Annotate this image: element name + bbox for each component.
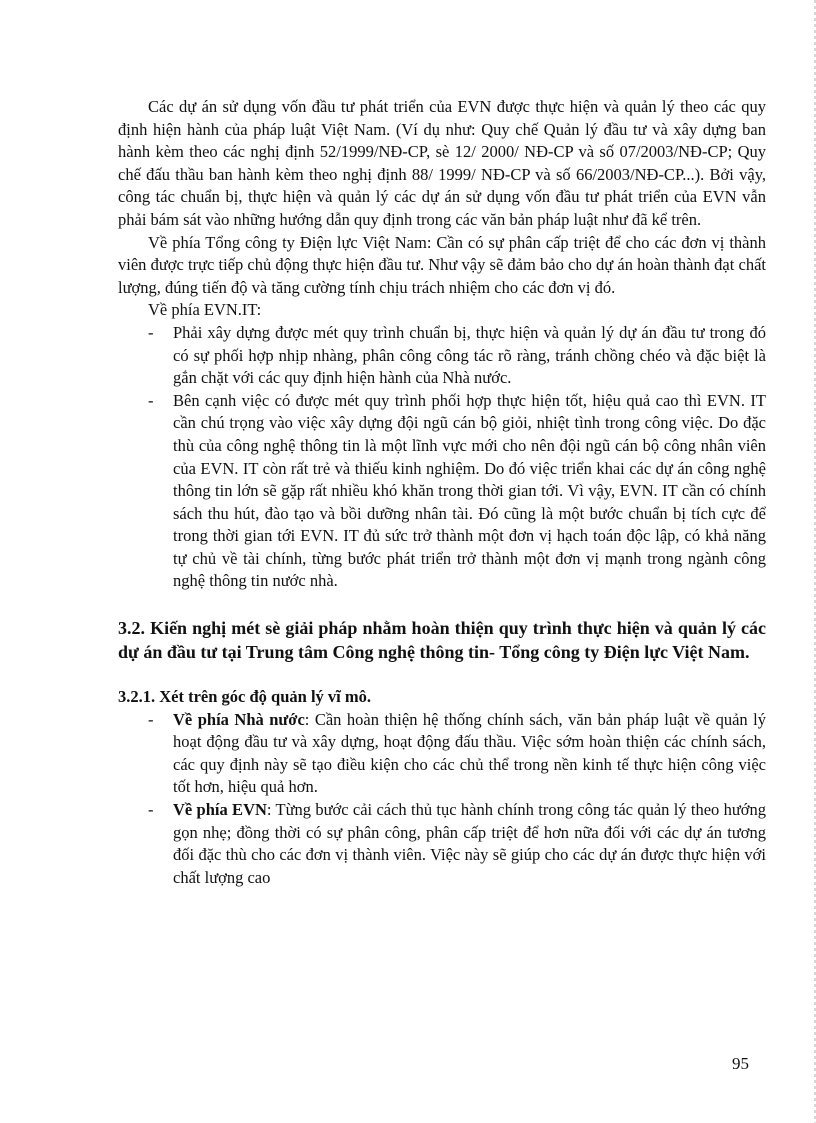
- dash-bullet: -: [148, 322, 154, 342]
- section-heading: 3.2. Kiến nghị mét sè giải pháp nhằm hoàn thiện quy trình thực hiện và quản lý các dự án đầu tư tại Trung tâm Công nghệ thông tin- Tổng công ty Điện lực Việt Nam.: [118, 618, 766, 663]
- page-number: 95: [732, 1054, 749, 1073]
- page-body: [118, 96, 766, 889]
- macro-list: [118, 709, 766, 890]
- list-item-text: : Cần hoàn thiện hệ thống chính sách, văn bản pháp luật về quản lý hoạt động đầu tư và xây dựng, hoạt động đấu thầu. Việc sớm hoàn thiện các chính sách, các quy định này sẽ tạo điều kiện cho các chủ thể trong nền kinh tế thực hiện công việc tốt hơn, hiệu quả hơn.: [173, 709, 766, 797]
- dash-bullet: -: [148, 709, 154, 729]
- list-item: [118, 322, 766, 390]
- list-item-text: Bên cạnh việc có được mét quy trình phối hợp thực hiện tốt, hiệu quả cao thì EVN. IT cần chú trọng vào việc xây dựng đội ngũ cán bộ giỏi, nhiệt tình trong công việc. Do đặc thù của công nghệ thông tin là một lĩnh vực mới cho nên đội ngũ cán bộ công nhân viên của EVN. IT còn rất trẻ và thiếu kinh nghiệm. Do đó việc triển khai các dự án công nghệ thông tin lớn sẽ gặp rất nhiều khó khăn trong thời gian tới. Vì vậy, EVN. IT cần có chính sách thu hút, đào tạo và bồi dưỡng nhân tài. Đó cũng là một bước chuẩn bị tích cực để trong thời gian tới EVN. IT đủ sức trở thành một đơn vị hạch toán độc lập, có khả năng tự chủ về tài chính, từng bước phát triển trở thành một đơn vị mạnh trong ngành công nghệ thông tin nước nhà.: [173, 390, 766, 591]
- list-item: [118, 390, 766, 593]
- paragraph-evnit-label: Về phía EVN.IT:: [148, 300, 262, 320]
- evnit-list: [118, 322, 766, 593]
- list-item: [118, 799, 766, 889]
- paragraph-evn-corp: Về phía Tổng công ty Điện lực Việt Nam: Cần có sự phân cấp triệt để cho các đơn vị thành viên được trực tiếp chủ động thực hiện đầu tư. Như vậy sẽ đảm bảo cho dự án hoàn thành đạt chất lượng, đúng tiến độ và tăng cường tính chịu trách nhiệm cho các đơn vị đó.: [118, 232, 766, 297]
- list-item-lead: Về phía Nhà nước: [173, 709, 305, 729]
- list-item: [118, 709, 766, 799]
- paragraph-evn-capital: Các dự án sử dụng vốn đầu tư phát triển của EVN được thực hiện và quản lý theo các quy định hiện hành của pháp luật Việt Nam. (Ví dụ như: Quy chế Quản lý đầu tư và xây dựng ban hành kèm theo các nghị định 52/1999/NĐ-CP, sè 12/ 2000/ NĐ-CP và số 07/2003/NĐ-CP; Quy chế đấu thầu ban hành kèm theo nghị định 88/ 1999/ NĐ-CP và số 66/2003/NĐ-CP...). Bởi vậy, công tác chuẩn bị, thực hiện và quản lý các dự án sử dụng vốn đầu tư phát triển của EVN vẫn phải bám sát vào những hướng dẫn quy định trong các văn bản pháp luật như đã kể trên.: [118, 97, 766, 229]
- list-item-text: : Từng bước cải cách thủ tục hành chính trong công tác quản lý theo hướng gọn nhẹ; đồng thời có sự phân công, phân cấp triệt để hơn nữa đối với các dự án tương đối đặc thù cho các đơn vị thành viên. Việc này sẽ giúp cho các dự án được thực hiện với chất lượng cao: [173, 800, 767, 887]
- dash-bullet: -: [148, 800, 154, 820]
- subsection-heading: 3.2.1. Xét trên góc độ quản lý vĩ mô.: [118, 687, 371, 707]
- list-item-lead: Về phía EVN: [173, 800, 267, 820]
- list-item-text: Phải xây dựng được mét quy trình chuẩn bị, thực hiện và quản lý dự án đầu tư trong đó có sự phối hợp nhịp nhàng, phân công công tác rõ ràng, tránh chồng chéo và đặc biệt là gắn chặt với các quy định hiện hành của Nhà nước.: [173, 322, 766, 388]
- dash-bullet: -: [148, 390, 154, 410]
